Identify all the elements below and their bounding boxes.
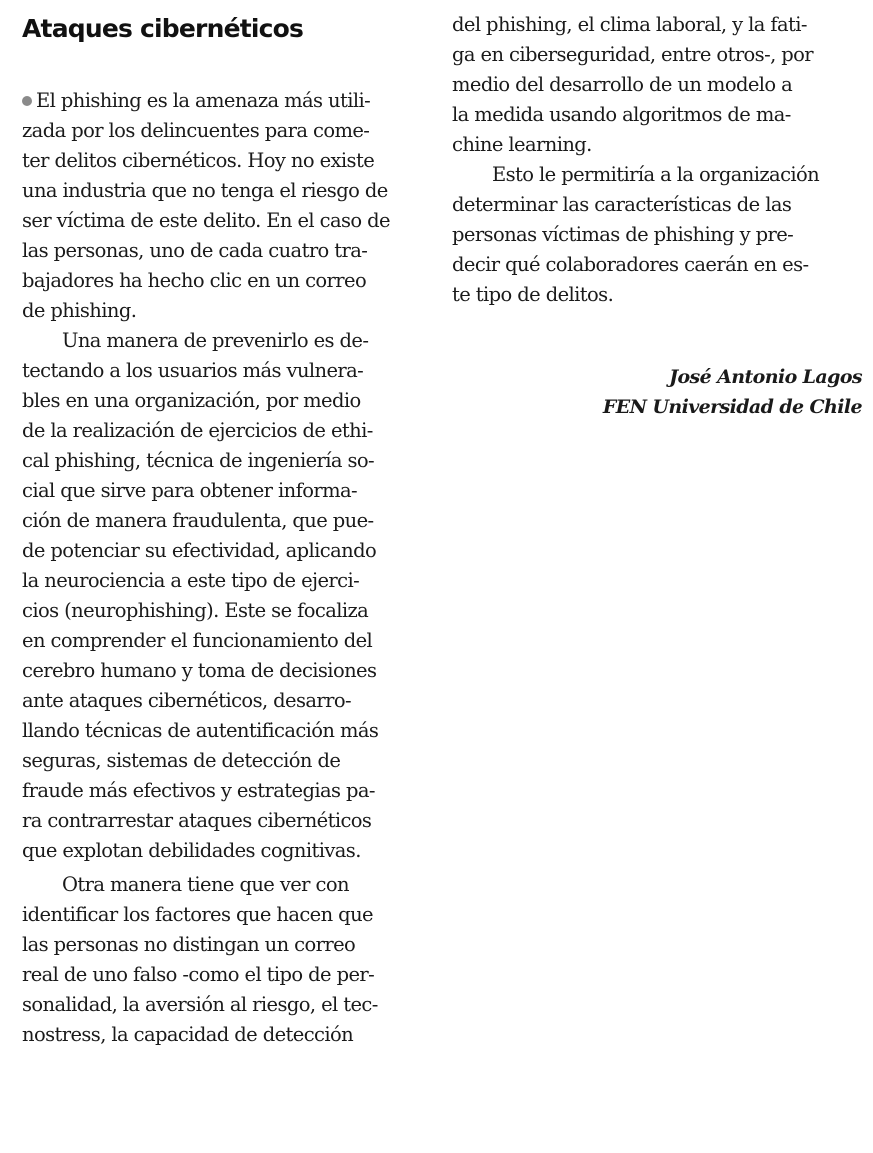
text-line: Una manera de prevenirlo es de-: [62, 329, 369, 352]
text-line: ser víctima de este delito. En el caso de: [22, 209, 390, 232]
text-line: que explotan debilidades cognitivas.: [22, 839, 361, 862]
text-line: determinar las características de las: [452, 193, 792, 216]
text-line: de potenciar su efectividad, aplicando: [22, 539, 377, 562]
text-line: seguras, sistemas de detección de: [22, 749, 341, 772]
text-line: personas víctimas de phishing y pre-: [452, 223, 794, 246]
text-line: las personas no distingan un correo: [22, 933, 356, 956]
text-line: sonalidad, la aversión al riesgo, el tec-: [22, 993, 378, 1016]
text-line: tectando a los usuarios más vulnera-: [22, 359, 364, 382]
text-line: Otra manera tiene que ver con: [62, 873, 349, 896]
article-title: Ataques cibernéticos: [22, 14, 304, 43]
text-line: bajadores ha hecho clic en un correo: [22, 269, 367, 292]
text-line: fraude más efectivos y estrategias pa-: [22, 779, 375, 802]
text-line: del phishing, el clima laboral, y la fati-: [452, 13, 807, 36]
text-line: cial que sirve para obtener informa-: [22, 479, 357, 502]
text-line: las personas, uno de cada cuatro tra-: [22, 239, 368, 262]
text-line: zada por los delincuentes para come-: [22, 119, 370, 142]
author-affiliation: FEN Universidad de Chile: [602, 396, 862, 418]
text-line: decir qué colaboradores caerán en es-: [452, 253, 809, 276]
text-line: una industria que no tenga el riesgo de: [22, 179, 388, 202]
text-line: nostress, la capacidad de detección: [22, 1023, 354, 1046]
text-line: la medida usando algoritmos de ma-: [452, 103, 791, 126]
author-name: José Antonio Lagos: [669, 366, 862, 388]
text-line: ante ataques cibernéticos, desarro-: [22, 689, 352, 712]
text-line: real de uno falso -como el tipo de per-: [22, 963, 375, 986]
text-line: cal phishing, técnica de ingeniería so-: [22, 449, 375, 472]
text-line: de phishing.: [22, 299, 137, 322]
text-line: ga en ciberseguridad, entre otros-, por: [452, 43, 814, 66]
text-line: chine learning.: [452, 133, 592, 156]
text-line: bles en una organización, por medio: [22, 389, 361, 412]
text-line: Esto le permitiría a la organización: [492, 163, 820, 186]
text-line: llando técnicas de autentificación más: [22, 719, 379, 742]
text-line: El phishing es la amenaza más utili-: [22, 86, 370, 116]
text-line: medio del desarrollo de un modelo a: [452, 73, 793, 96]
text-line: identificar los factores que hacen que: [22, 903, 373, 926]
text-line: ción de manera fraudulenta, que pue-: [22, 509, 374, 532]
text-line: te tipo de delitos.: [452, 283, 614, 306]
text-line: cerebro humano y toma de decisiones: [22, 659, 377, 682]
text-line: en comprender el funcionamiento del: [22, 629, 373, 652]
text-line: ter delitos cibernéticos. Hoy no existe: [22, 149, 375, 172]
text-line: de la realización de ejercicios de ethi-: [22, 419, 373, 442]
text-line: ra contrarrestar ataques cibernéticos: [22, 809, 372, 832]
text-line: la neurociencia a este tipo de ejerci-: [22, 569, 360, 592]
bullet-icon: [22, 96, 32, 106]
text-line: cios (neurophishing). Este se focaliza: [22, 599, 369, 622]
